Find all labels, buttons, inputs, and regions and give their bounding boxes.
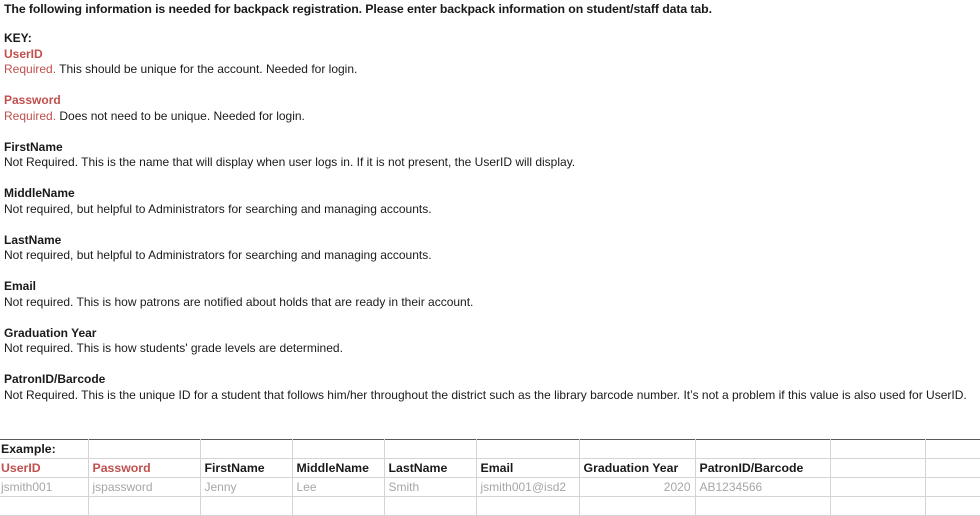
key-desc-password [4, 109, 980, 125]
cell-value-patronid-barcode[interactable]: AB1234566 [695, 478, 830, 497]
column-header-userid[interactable]: UserID [0, 459, 88, 478]
cell-blank-r1c3[interactable] [200, 440, 292, 459]
key-term-firstname: FirstName [4, 139, 63, 154]
cell-blank-r4c6[interactable] [476, 497, 579, 516]
table-row-empty [0, 497, 980, 516]
key-desc-lastname: Not required, but helpful to Administrators for searching and managing accounts. [4, 248, 432, 262]
column-header-patronid-barcode[interactable]: PatronID/Barcode [695, 459, 830, 478]
key-section [4, 31, 980, 403]
cell-example-label[interactable]: Example: [0, 440, 88, 459]
key-desc-userid [4, 62, 980, 78]
key-heading: KEY: [4, 31, 32, 45]
cell-value-middlename[interactable]: Lee [292, 478, 384, 497]
table-row-headers [0, 459, 980, 478]
cell-blank-r2c9[interactable] [830, 459, 925, 478]
cell-value-graduation-year[interactable]: 2020 [579, 478, 695, 497]
cell-blank-r3c10[interactable] [925, 478, 980, 497]
cell-blank-r4c1[interactable] [0, 497, 88, 516]
cell-value-email[interactable]: jsmith001@isd2 [476, 478, 579, 497]
key-entry-userid [4, 47, 980, 78]
cell-blank-r1c2[interactable] [88, 440, 200, 459]
key-entry-firstname [4, 140, 980, 171]
cell-blank-r1c4[interactable] [292, 440, 384, 459]
cell-blank-r1c7[interactable] [579, 440, 695, 459]
cell-blank-r4c3[interactable] [200, 497, 292, 516]
cell-value-userid[interactable]: jsmith001 [0, 478, 88, 497]
page-intro-text: The following information is needed for backpack registration. Please enter backpack information on student/staff data tab. [4, 2, 712, 16]
cell-value-password[interactable]: jspassword [88, 478, 200, 497]
cell-blank-r4c8[interactable] [695, 497, 830, 516]
key-entry-email [4, 279, 980, 310]
key-entry-middlename [4, 186, 980, 217]
cell-blank-r3c9[interactable] [830, 478, 925, 497]
key-entry-graduation-year [4, 326, 980, 357]
column-header-lastname[interactable]: LastName [384, 459, 476, 478]
key-entry-password [4, 93, 980, 124]
key-desc-patronid-barcode: Not Required. This is the unique ID for a student that follows him/her throughout the district such as the library barcode number. It’s not a problem if this value is also used for UserID. [4, 387, 967, 402]
cell-blank-r1c8[interactable] [695, 440, 830, 459]
required-label-password: Required. [4, 108, 57, 123]
column-header-firstname[interactable]: FirstName [200, 459, 292, 478]
table-row-example-label [0, 440, 980, 459]
key-term-patronid-barcode: PatronID/Barcode [4, 372, 106, 386]
cell-blank-r1c9[interactable] [830, 440, 925, 459]
cell-value-lastname[interactable]: Smith [384, 478, 476, 497]
key-term-lastname: LastName [4, 232, 62, 247]
key-term-userid: UserID [4, 46, 43, 61]
cell-blank-r4c5[interactable] [384, 497, 476, 516]
cell-blank-r4c4[interactable] [292, 497, 384, 516]
cell-blank-r4c2[interactable] [88, 497, 200, 516]
column-header-password[interactable]: Password [88, 459, 200, 478]
cell-blank-r4c9[interactable] [830, 497, 925, 516]
key-term-middlename: MiddleName [4, 186, 75, 200]
cell-blank-r1c10[interactable] [925, 440, 980, 459]
cell-blank-r1c5[interactable] [384, 440, 476, 459]
key-term-graduation-year: Graduation Year [4, 325, 97, 340]
cell-blank-r1c6[interactable] [476, 440, 579, 459]
key-desc-email: Not required. This is how patrons are notified about holds that are ready in their account. [4, 294, 474, 309]
key-term-password: Password [4, 93, 61, 107]
key-desc-middlename: Not required, but helpful to Administrators for searching and managing accounts. [4, 201, 432, 216]
key-term-email: Email [4, 279, 37, 293]
cell-blank-r2c10[interactable] [925, 459, 980, 478]
cell-blank-r4c10[interactable] [925, 497, 980, 516]
example-spreadsheet [0, 439, 980, 516]
key-desc-graduation-year: Not required. This is how students' grade levels are determined. [4, 341, 343, 355]
cell-value-firstname[interactable]: Jenny [200, 478, 292, 497]
column-header-middlename[interactable]: MiddleName [292, 459, 384, 478]
column-header-graduation-year[interactable]: Graduation Year [579, 459, 695, 478]
column-header-email[interactable]: Email [476, 459, 579, 478]
required-label-userid: Required. [4, 62, 57, 76]
key-desc-text-userid: This should be unique for the account. Needed for login. [56, 62, 358, 76]
key-desc-text-password: Does not need to be unique. Needed for login. [56, 108, 305, 123]
key-entry-lastname [4, 233, 980, 264]
key-desc-firstname: Not Required. This is the name that will display when user logs in. If it is not present, the UserID will display. [4, 155, 576, 169]
cell-blank-r4c7[interactable] [579, 497, 695, 516]
table-row-example-values [0, 478, 980, 497]
key-entry-patronid-barcode [4, 372, 980, 403]
